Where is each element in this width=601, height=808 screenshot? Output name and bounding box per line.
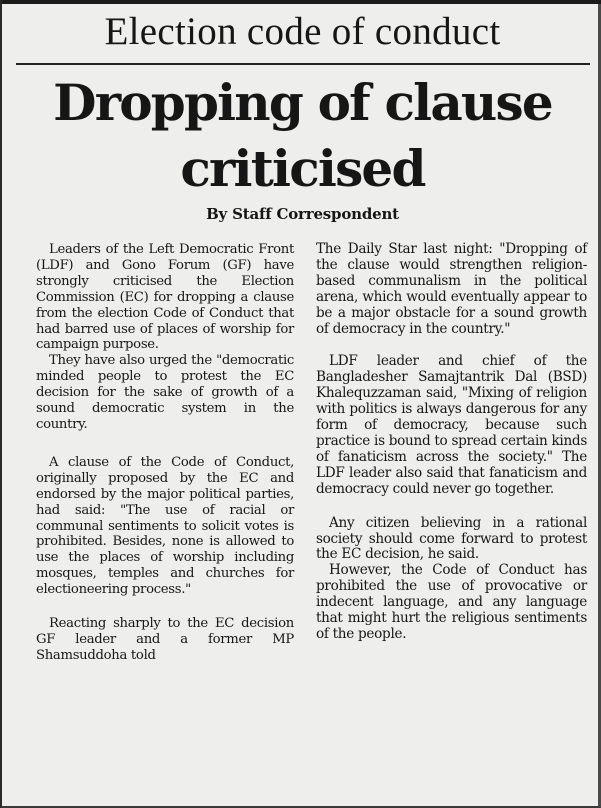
article-column-right [316, 242, 587, 643]
byline: By Staff Correspondent [206, 205, 399, 223]
paragraph: However, the Code of Conduct has prohibited the use of provocative or indecent language, and any language that might hurt the religious sentiments of the people. [316, 562, 587, 642]
top-rule [2, 0, 601, 4]
paragraph: LDF leader and chief of the Bangladesher Samajtantrik Dal (BSD) Khalequzzaman said, "Mixing of religion with politics is always dangerous for any form of democracy, because such practice is bound to spread certain kinds of fanaticism across the society." The LDF leader also said that fanaticism and democracy could never go together. [316, 353, 587, 497]
headline-line-1: Dropping of clause [53, 73, 552, 132]
section-kicker: Election code of conduct [104, 10, 501, 53]
headline-line-2: criticised [180, 139, 425, 198]
headline [2, 70, 601, 202]
paragraph: A clause of the Code of Conduct, originally proposed by the EC and endorsed by the major political parties, had said: "The use of racial or communal sentiments to solicit votes is prohibited. Besides, none is allowed to use the places of worship including mosques, temples and churches for electioneering process." [36, 454, 294, 598]
kicker-divider [16, 63, 590, 65]
article-column-left [36, 242, 294, 664]
paragraph: They have also urged the "democratic minded people to protest the EC decision for the sake of growth of a sound democratic system in the country. [36, 353, 294, 432]
paragraph: The Daily Star last night: "Dropping of the clause would strengthen religion-based communalism in the political arena, which would eventually appear to be a major obstacle for a sound growth of democracy in the country." [316, 241, 587, 337]
paragraph: Leaders of the Left Democratic Front (LDF) and Gono Forum (GF) have strongly criticised the Election Commission (EC) for dropping a clause from the election Code of Conduct that had barred use of places of worship for campaign purpose. [36, 242, 294, 353]
paragraph: Reacting sharply to the EC decision GF leader and a former MP Shamsuddoha told [36, 616, 294, 663]
paragraph: Any citizen believing in a rational society should come forward to protest the EC decision, he said. [316, 514, 587, 563]
